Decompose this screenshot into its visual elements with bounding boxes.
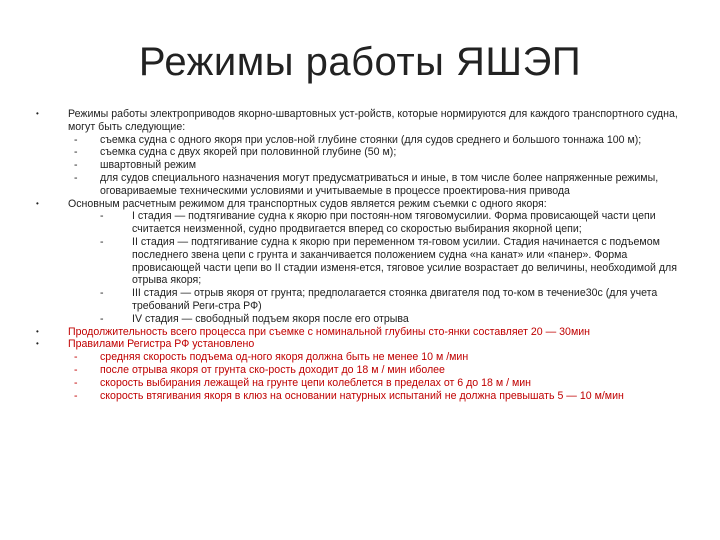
- sub-item-text: II стадия — подтягивание судна к якорю при переменном тя-говом усилии. Стадия начинается с подъемом последнего звена цепи с грунта и заканчивается положением судна «на канат» или «панер». Форма провисающей части цепи во II стадии изменя-ется, тяговое усилие возрастает до величины, необходимой для отрыва якоря;: [132, 235, 677, 287]
- sub-item-text: швартовный режим: [100, 159, 197, 172]
- sub-item: [36, 313, 686, 326]
- bullet-text: Продолжительность всего процесса при съемке с номинальной глубины сто-янки составляет 20 — 30мин: [68, 325, 590, 338]
- sub-item-text: скорость выбирания лежащей на грунте цепи колеблется в пределах от 6 до 18 м / мин: [100, 376, 532, 389]
- sub-item-text: после отрыва якоря от грунта ско-рость доходит до 18 м / мин иболее: [100, 363, 445, 376]
- sub-item: [36, 287, 686, 313]
- bullet-item: [36, 338, 686, 351]
- sub-item: [36, 146, 686, 159]
- sub-item-text: I стадия — подтягивание судна к якорю при постоян-ном тяговомусилии. Форма провисающей части цепи считается неизменной, судно продвигается вперед со скоростью выбирания якорной цепи;: [132, 210, 656, 236]
- dash-icon: -: [100, 210, 104, 223]
- dash-icon: -: [100, 287, 104, 300]
- sub-item: [36, 390, 686, 403]
- sub-item: [36, 377, 686, 390]
- dash-icon: -: [74, 389, 78, 402]
- dash-icon: -: [74, 351, 78, 364]
- sub-item: [36, 172, 686, 198]
- sub-item-text: съемка судна с одного якоря при услов-ной глубине стоянки (для судов среднего и большого тоннажа 100 м);: [100, 133, 642, 146]
- dash-icon: -: [74, 363, 78, 376]
- sub-item: [36, 351, 686, 364]
- bullet-icon: •: [36, 198, 39, 208]
- dash-icon: -: [74, 171, 78, 184]
- bullet-icon: •: [36, 109, 39, 118]
- sub-item-text: скорость втягивания якоря в клюз на основании натурных испытаний не должна превышать 5 — 10 м/мин: [100, 389, 624, 402]
- bullet-text: Основным расчетным режимом для транспортных судов является режим съемки с одного якоря:: [68, 197, 547, 210]
- dash-icon: -: [74, 159, 78, 172]
- sub-item-text: для судов специального назначения могут предусматриваться и иные, в том числе более напряженные режимы, оговариваемые техническими условиями и учитываемые в процессе проектирова-ния привода: [100, 171, 659, 197]
- sub-item-text: IV стадия — свободный подъем якоря после его отрыва: [132, 312, 409, 325]
- bullet-text: Правилами Регистра РФ установлено: [68, 338, 255, 351]
- dash-icon: -: [100, 312, 104, 325]
- bullet-item: [36, 326, 686, 339]
- dash-icon: -: [100, 235, 104, 248]
- dash-icon: -: [74, 133, 78, 146]
- slide-title: Режимы работы ЯШЭП: [138, 40, 582, 84]
- sub-item-text: съемка судна с двух якорей при половинной глубине (50 м);: [100, 146, 397, 159]
- bullet-item: [36, 198, 686, 211]
- slide-content: [36, 108, 686, 402]
- sub-item: [36, 159, 686, 172]
- sub-item: [36, 236, 686, 287]
- bullet-item: [36, 108, 686, 134]
- sub-item: [36, 210, 686, 236]
- sub-item-text: III стадия — отрыв якоря от грунта; предполагается стоянка двигателя под то-ком в течение30с (для учета требований Реги-стра РФ): [132, 287, 658, 312]
- sub-item-text: средняя скорость подъема од-ного якоря должна быть не менее 10 м /мин: [100, 351, 469, 364]
- bullet-text: Режимы работы электроприводов якорно-швартовных уст-ройств, которые нормируются для каждого транспортного судна, могут быть следующие:: [68, 108, 678, 133]
- bullet-icon: •: [36, 339, 39, 349]
- bullet-icon: •: [36, 326, 39, 336]
- sub-item: [36, 364, 686, 377]
- dash-icon: -: [74, 146, 78, 159]
- dash-icon: -: [74, 376, 78, 389]
- sub-item: [36, 134, 686, 147]
